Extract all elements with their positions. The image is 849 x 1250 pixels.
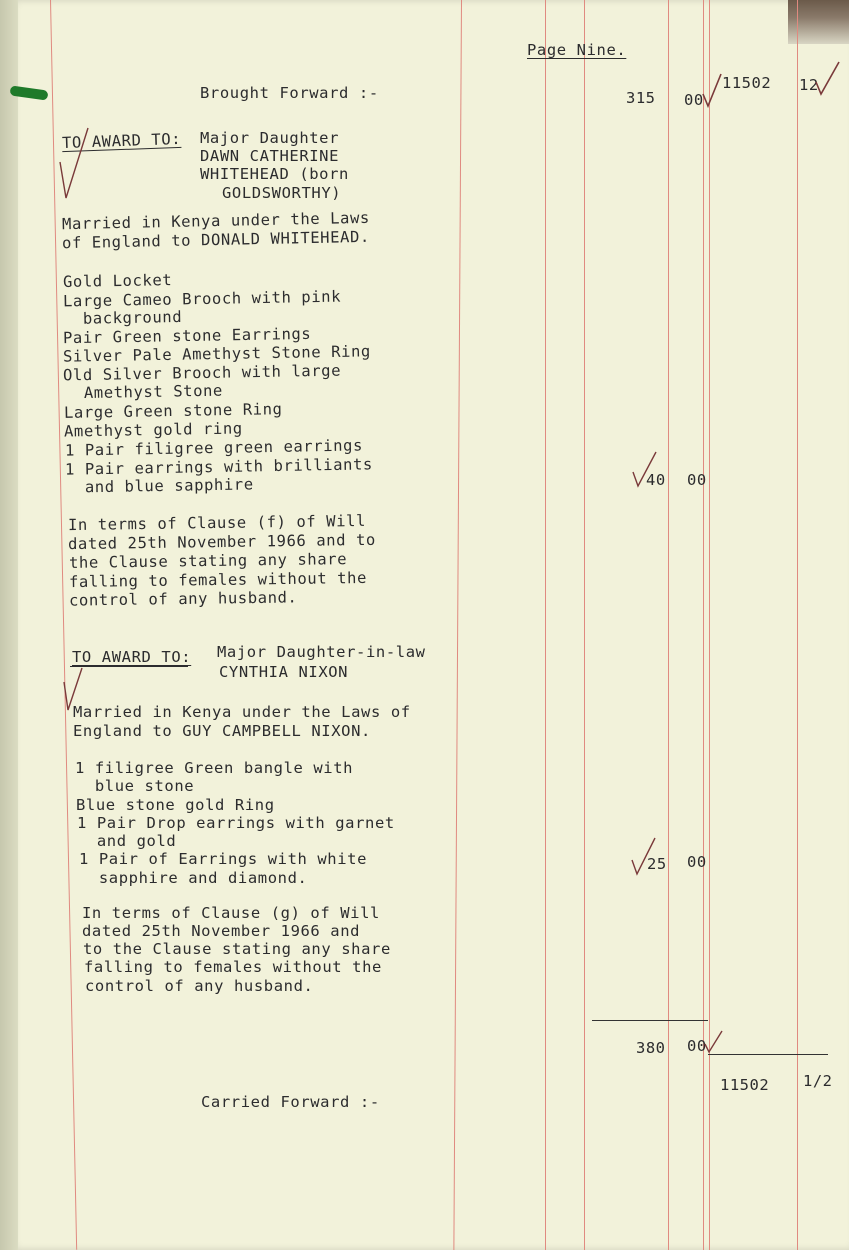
section1-pounds: 40 xyxy=(646,471,666,489)
clause-line: falling to females without the xyxy=(68,568,368,592)
brought-forward-pounds: 315 xyxy=(626,89,656,107)
item-line: Old Silver Brooch with large xyxy=(62,361,342,385)
beneficiary-name-line: CYNTHIA NIXON xyxy=(219,663,349,681)
item-line: Gold Locket xyxy=(62,271,173,291)
item-line: Amethyst Stone xyxy=(63,381,224,403)
marriage-line: England to GUY CAMPBELL NIXON. xyxy=(73,722,371,740)
item-line: 1 Pair filigree green earrings xyxy=(64,436,364,460)
beneficiary-name-line: WHITEHEAD (born xyxy=(200,165,349,183)
marriage-line: of England to DONALD WHITEHEAD. xyxy=(61,227,371,253)
clause-line: to the Clause stating any share xyxy=(83,940,391,958)
page-label: Page Nine. xyxy=(527,41,627,59)
clause-line: falling to females without the xyxy=(84,958,382,976)
beneficiary-relation: Major Daughter xyxy=(200,129,340,147)
item-line: 1 Pair earrings with brilliants xyxy=(64,455,374,479)
marriage-line: Married in Kenya under the Laws of xyxy=(73,703,411,721)
item-line: and gold xyxy=(77,832,177,850)
beneficiary-name-line: GOLDSWORTHY) xyxy=(222,184,342,202)
item-line: blue stone xyxy=(75,777,195,795)
carried-forward-total-cents: 1/2 xyxy=(803,1072,833,1090)
carried-forward-label: Carried Forward :- xyxy=(201,1093,380,1111)
column-rule xyxy=(668,0,669,1250)
clause-line: control of any husband. xyxy=(85,977,314,995)
item-line: Pair Green stone Earrings xyxy=(62,324,312,348)
item-line: Amethyst gold ring xyxy=(63,419,243,441)
tick-mark-icon xyxy=(812,58,842,100)
item-line: Large Cameo Brooch with pink xyxy=(62,287,342,311)
subtotal-rule xyxy=(592,1020,708,1021)
clause-line: dated 25th November 1966 and to xyxy=(67,530,377,554)
item-line: Large Green stone Ring xyxy=(63,400,283,422)
award-label: TO AWARD TO: xyxy=(61,129,182,153)
brought-forward-total-cents: 12 xyxy=(799,76,819,94)
item-line: 1 Pair Drop earrings with garnet xyxy=(77,814,395,832)
award-label: TO AWARD TO: xyxy=(72,648,192,666)
section1-cents: 00 xyxy=(687,471,707,489)
clause-line: control of any husband. xyxy=(68,588,298,610)
item-line: 1 Pair of Earrings with white xyxy=(79,850,368,868)
item-line: and blue sapphire xyxy=(64,475,254,497)
clause-line: dated 25th November 1966 and xyxy=(82,922,361,940)
brought-forward-total-pounds: 11502 xyxy=(722,74,772,92)
tick-mark-icon xyxy=(54,124,94,204)
column-rule xyxy=(797,0,798,1250)
clause-line: the Clause stating any share xyxy=(68,550,348,572)
subtotal-cents: 00 xyxy=(687,1037,707,1055)
total-rule xyxy=(708,1054,828,1055)
section2-pounds: 25 xyxy=(647,855,667,873)
brought-forward-label: Brought Forward :- xyxy=(200,84,379,102)
tick-mark-icon xyxy=(700,72,724,112)
clause-line: In terms of Clause (g) of Will xyxy=(82,904,380,922)
item-line: Blue stone gold Ring xyxy=(76,796,275,814)
carried-forward-total-pounds: 11502 xyxy=(720,1076,770,1094)
subtotal-pounds: 380 xyxy=(636,1039,666,1057)
column-rule xyxy=(584,0,585,1250)
column-rule xyxy=(545,0,546,1250)
brought-forward-cents: 00 xyxy=(684,91,704,109)
column-rule xyxy=(703,0,704,1250)
beneficiary-name-line: DAWN CATHERINE xyxy=(200,147,340,165)
tick-mark-icon xyxy=(702,1028,726,1056)
item-line: 1 filigree Green bangle with xyxy=(75,759,354,777)
column-rule xyxy=(709,0,710,1250)
section2-cents: 00 xyxy=(687,853,707,871)
item-line: Silver Pale Amethyst Stone Ring xyxy=(62,342,372,366)
item-line: sapphire and diamond. xyxy=(79,869,308,887)
marriage-line: Married in Kenya under the Laws xyxy=(61,208,371,234)
beneficiary-relation: Major Daughter-in-law xyxy=(217,643,426,661)
ledger-page xyxy=(18,0,849,1250)
clause-line: In terms of Clause (f) of Will xyxy=(67,511,367,535)
item-line: background xyxy=(62,307,183,329)
